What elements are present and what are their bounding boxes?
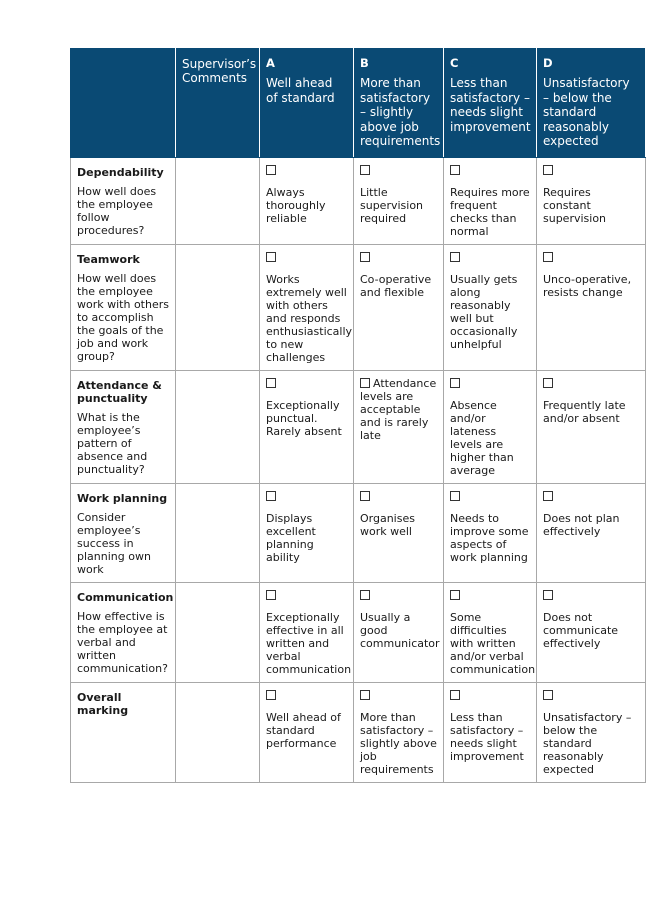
supervisor-comment-cell[interactable] — [176, 483, 260, 582]
option-a-checkbox[interactable] — [266, 491, 276, 501]
supervisor-comment-cell[interactable] — [176, 682, 260, 782]
option-label: Co-operative and flexible — [360, 272, 432, 299]
option-d-cell — [537, 582, 646, 682]
criteria-question: Consider employee’s success in planning own work — [77, 510, 151, 576]
option-a-checkbox[interactable] — [266, 590, 276, 600]
option-c-checkbox[interactable] — [450, 252, 460, 262]
option-c-cell — [444, 244, 537, 370]
row-work-planning — [71, 483, 646, 582]
criteria-title: Communication — [77, 590, 174, 604]
option-b-checkbox[interactable] — [360, 590, 370, 600]
option-b-checkbox[interactable] — [360, 378, 370, 388]
criteria-cell — [71, 244, 176, 370]
option-c-cell — [444, 157, 537, 244]
option-label: More than satisfactory – slightly above job requirements — [360, 710, 437, 776]
option-label: Always thoroughly reliable — [266, 185, 326, 225]
supervisor-comment-cell[interactable] — [176, 582, 260, 682]
grade-letter: C — [450, 56, 459, 70]
option-b-checkbox[interactable] — [360, 491, 370, 501]
option-c-cell — [444, 483, 537, 582]
option-a-cell — [260, 682, 354, 782]
option-a-checkbox[interactable] — [266, 165, 276, 175]
header-grade-d — [537, 49, 646, 158]
option-d-cell — [537, 157, 646, 244]
option-label: Some difficulties with written and/or verbal communication — [450, 610, 536, 676]
option-b-cell — [354, 157, 444, 244]
option-label: Displays excellent planning ability — [266, 511, 316, 564]
option-b-checkbox[interactable] — [360, 690, 370, 700]
criteria-title: Attendance & punctuality — [77, 378, 162, 405]
row-communication — [71, 582, 646, 682]
option-d-checkbox[interactable] — [543, 590, 553, 600]
option-b-checkbox[interactable] — [360, 252, 370, 262]
option-c-checkbox[interactable] — [450, 165, 460, 175]
option-a-cell — [260, 157, 354, 244]
supervisor-comment-cell[interactable] — [176, 370, 260, 483]
option-c-checkbox[interactable] — [450, 378, 460, 388]
grade-description: Less than satisfactory – needs slight improvement — [450, 76, 531, 134]
option-label: Needs to improve some aspects of work planning — [450, 511, 529, 564]
option-d-cell — [537, 483, 646, 582]
grade-description: Well ahead of standard — [266, 76, 335, 105]
option-c-checkbox[interactable] — [450, 590, 460, 600]
option-b-checkbox[interactable] — [360, 165, 370, 175]
header-grade-a — [260, 49, 354, 158]
option-label: Requires constant supervision — [543, 185, 607, 225]
appraisal-table — [70, 48, 646, 783]
grade-description: Unsatisfactory – below the standard reasonably expected — [543, 76, 630, 148]
option-b-cell — [354, 582, 444, 682]
option-a-checkbox[interactable] — [266, 690, 276, 700]
option-c-cell — [444, 370, 537, 483]
criteria-cell — [71, 582, 176, 682]
row-teamwork — [71, 244, 646, 370]
option-c-cell — [444, 582, 537, 682]
criteria-title: Dependability — [77, 165, 164, 179]
header-grade-c — [444, 49, 537, 158]
option-c-checkbox[interactable] — [450, 690, 460, 700]
option-a-cell — [260, 582, 354, 682]
option-label: Unsatisfactory – below the standard reasonably expected — [543, 710, 632, 776]
option-label: Exceptionally punctual. Rarely absent — [266, 398, 342, 438]
option-label: Absence and/or lateness levels are higher than average — [450, 398, 514, 477]
header-grade-b — [354, 49, 444, 158]
option-label: Unco-operative, resists change — [543, 272, 632, 299]
row-attendance-punctuality — [71, 370, 646, 483]
header-criteria-cell — [71, 49, 176, 158]
option-a-cell — [260, 244, 354, 370]
criteria-question: How well does the employee work with others to accomplish the goals of the job and work group? — [77, 271, 169, 363]
row-dependability — [71, 157, 646, 244]
criteria-cell — [71, 682, 176, 782]
option-c-checkbox[interactable] — [450, 491, 460, 501]
option-label: Less than satisfactory – needs slight improvement — [450, 710, 524, 763]
option-a-checkbox[interactable] — [266, 378, 276, 388]
option-label: Requires more frequent checks than normal — [450, 185, 530, 238]
criteria-cell — [71, 483, 176, 582]
option-label: Works extremely well with others and responds enthusiastically to new challenges — [266, 272, 353, 364]
supervisor-comment-cell[interactable] — [176, 157, 260, 244]
option-d-cell — [537, 244, 646, 370]
criteria-title: Teamwork — [77, 252, 140, 266]
criteria-cell — [71, 157, 176, 244]
criteria-question: How well does the employee follow procedures? — [77, 184, 157, 237]
option-a-checkbox[interactable] — [266, 252, 276, 262]
option-d-checkbox[interactable] — [543, 252, 553, 262]
grade-letter: B — [360, 56, 369, 70]
option-label: Usually a good communicator — [360, 610, 440, 650]
option-label: Does not plan effectively — [543, 511, 620, 538]
option-b-cell — [354, 682, 444, 782]
option-label: Usually gets along reasonably well but occasionally unhelpful — [450, 272, 518, 351]
option-label: Attendance levels are acceptable and is rarely late — [360, 376, 437, 442]
option-d-cell — [537, 370, 646, 483]
option-label: Frequently late and/or absent — [543, 398, 626, 425]
option-d-checkbox[interactable] — [543, 690, 553, 700]
criteria-cell — [71, 370, 176, 483]
supervisor-comments-label: Supervisor’s Comments — [182, 57, 257, 85]
supervisor-comment-cell[interactable] — [176, 244, 260, 370]
option-b-cell — [354, 483, 444, 582]
option-a-cell — [260, 370, 354, 483]
option-b-cell — [354, 244, 444, 370]
header-supervisor-comments — [176, 49, 260, 158]
criteria-question: How effective is the employee at verbal and written communication? — [77, 609, 168, 675]
grade-letter: A — [266, 56, 275, 70]
criteria-title: Work planning — [77, 491, 168, 505]
option-label: Well ahead of standard performance — [266, 710, 341, 750]
option-label: Does not communicate effectively — [543, 610, 619, 650]
option-d-checkbox[interactable] — [543, 165, 553, 175]
option-label: Exceptionally effective in all written and verbal communication — [266, 610, 352, 676]
row-overall-marking — [71, 682, 646, 782]
header-row — [71, 49, 646, 158]
option-a-cell — [260, 483, 354, 582]
option-label: Little supervision required — [360, 185, 424, 225]
option-d-checkbox[interactable] — [543, 491, 553, 501]
option-b-cell — [354, 370, 444, 483]
appraisal-table-container — [70, 48, 636, 776]
option-c-cell — [444, 682, 537, 782]
criteria-question: What is the employee’s pattern of absence and punctuality? — [77, 410, 148, 476]
grade-letter: D — [543, 56, 553, 70]
option-d-checkbox[interactable] — [543, 378, 553, 388]
option-d-cell — [537, 682, 646, 782]
grade-description: More than satisfactory – slightly above job requirements — [360, 76, 441, 148]
option-label: Organises work well — [360, 511, 415, 538]
criteria-title: Overall marking — [77, 690, 129, 717]
